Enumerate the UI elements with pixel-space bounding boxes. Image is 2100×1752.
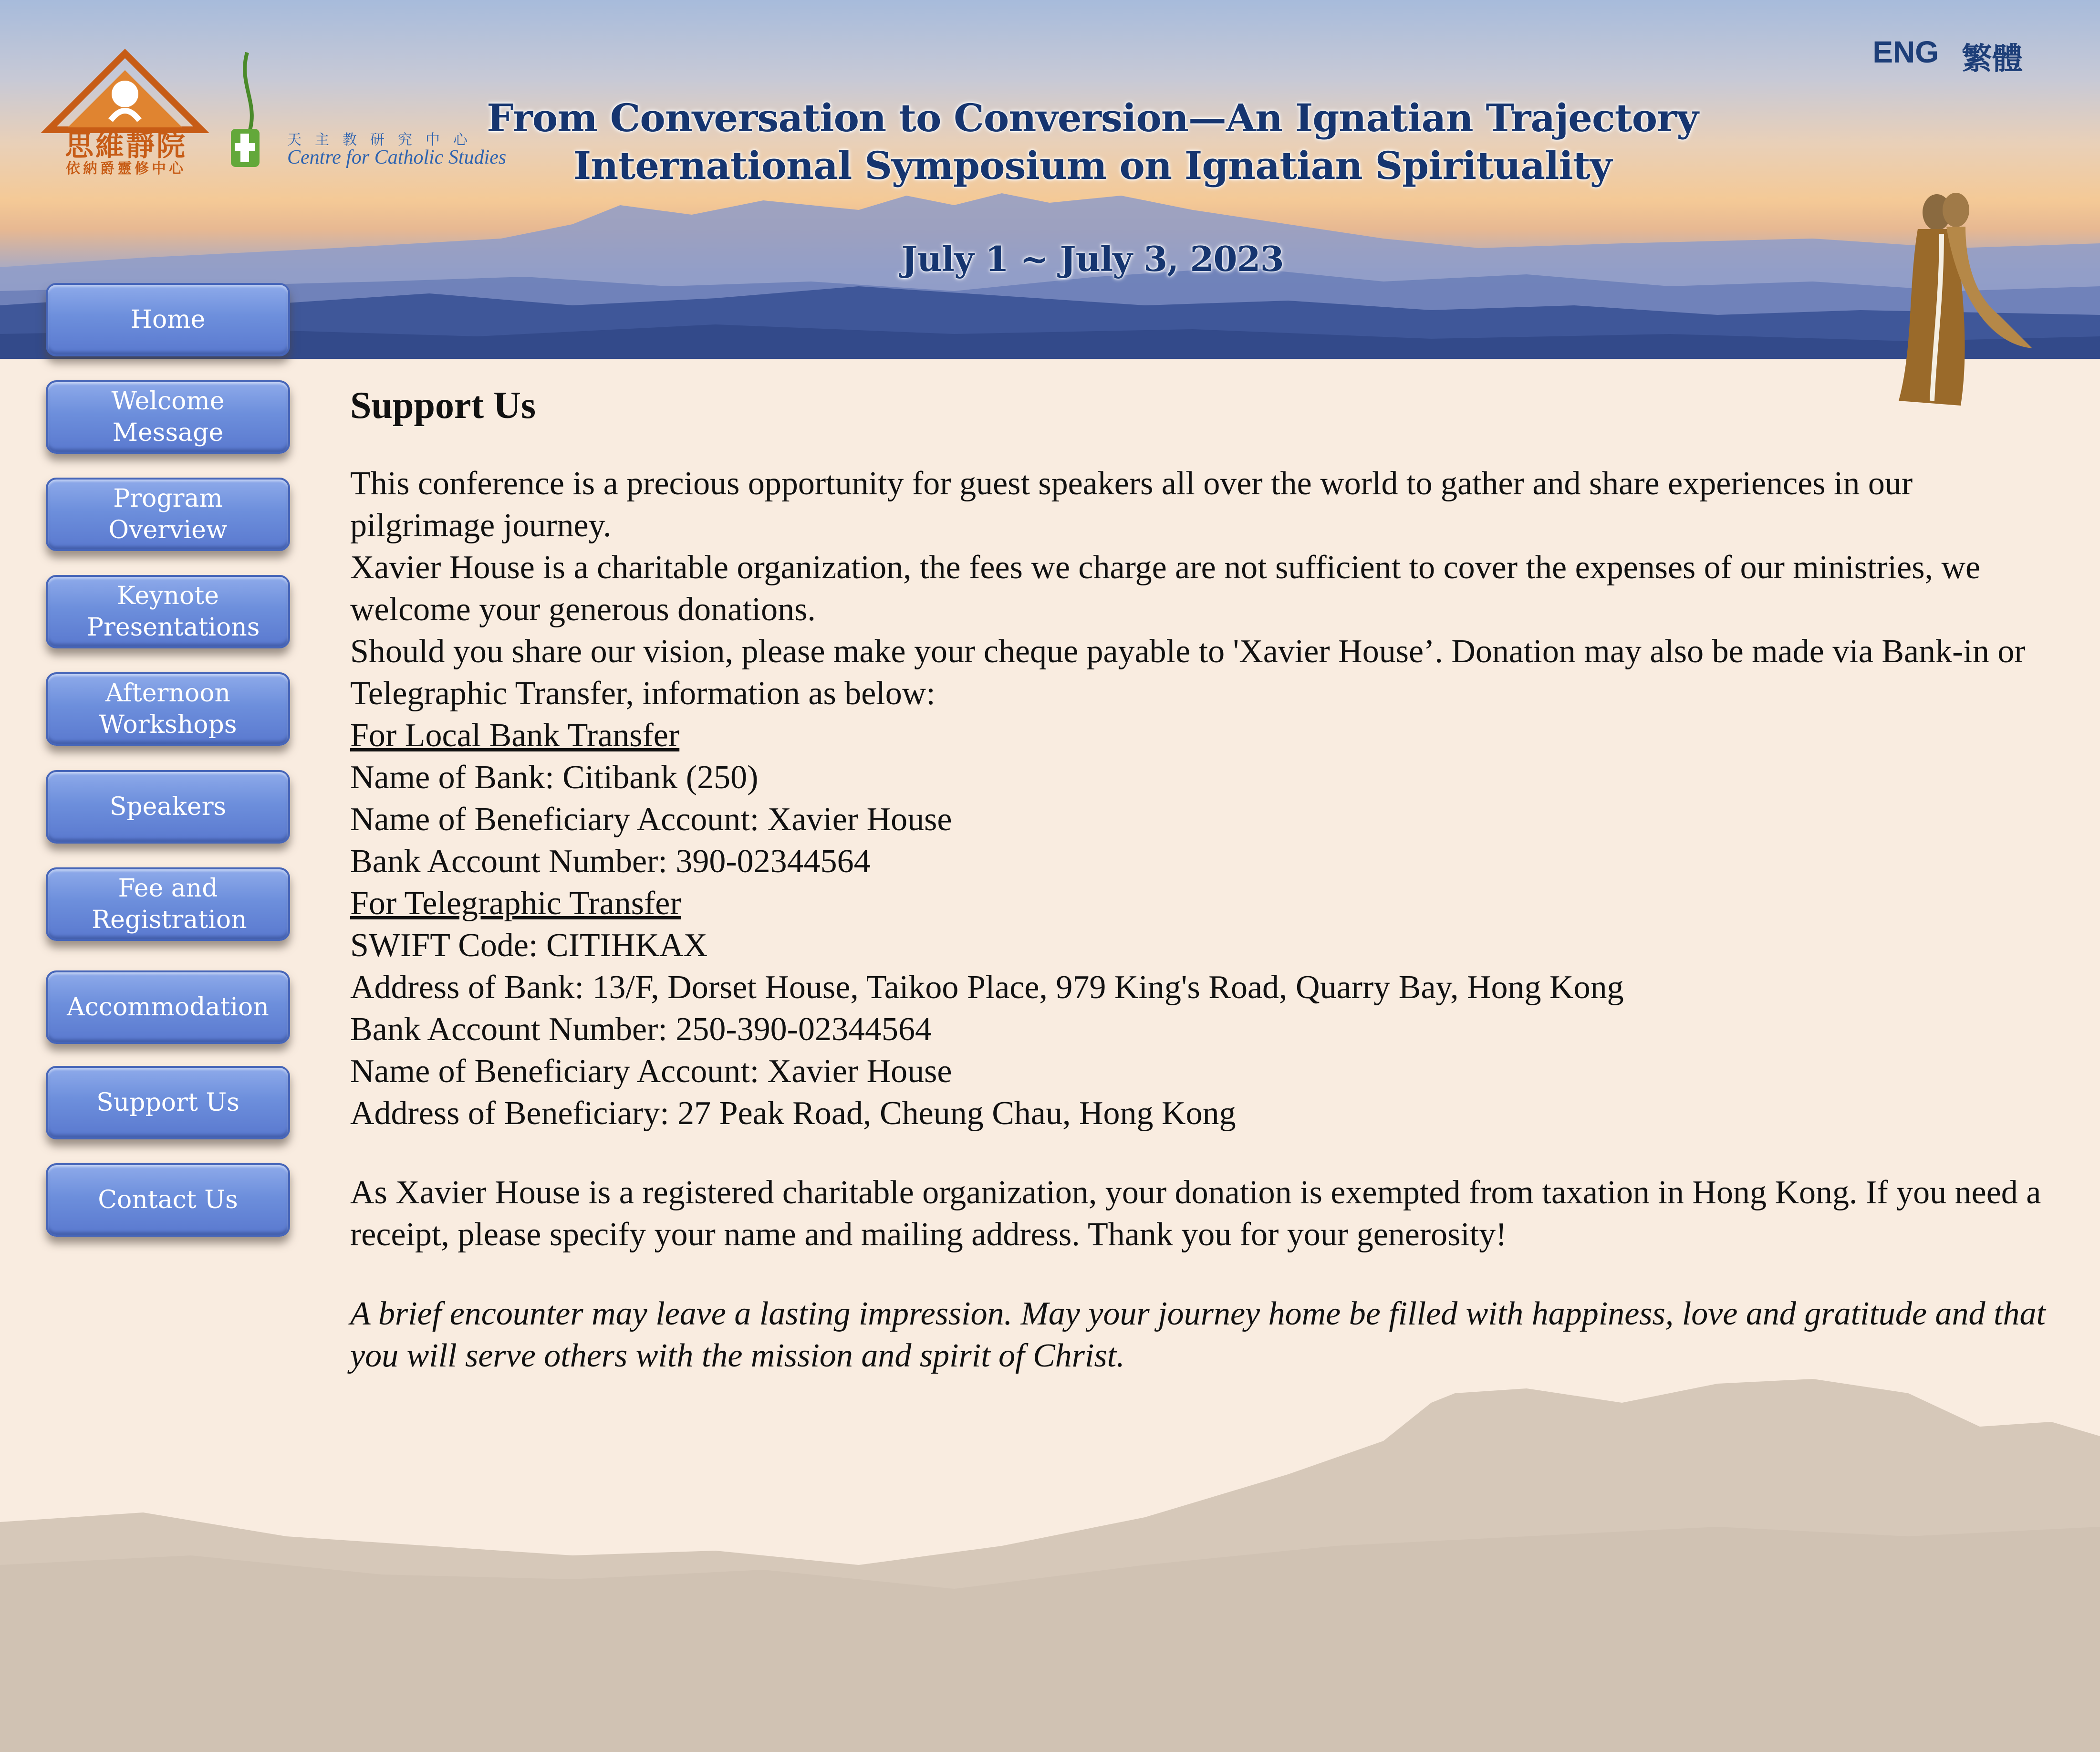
language-switcher	[1872, 34, 2023, 78]
nav-program-overview-button[interactable]	[46, 478, 290, 551]
nav-home-button[interactable]	[46, 283, 290, 356]
nav-support-us-button[interactable]	[46, 1066, 290, 1139]
nav-accommodation-button[interactable]	[46, 970, 290, 1044]
symposium-title-line1: From Conversation to Conversion—An Ignatian Trajectory	[487, 95, 1698, 140]
nav-fee-registration-button[interactable]	[46, 867, 290, 941]
page-title: Support Us	[350, 385, 536, 427]
nav-contact-us-label: Contact Us	[98, 1186, 238, 1214]
xavier-house-logo-text: 思維靜院	[65, 129, 187, 163]
telegraphic-transfer-link[interactable]: For Telegraphic Transfer	[350, 885, 681, 922]
nav-welcome-message-label: Welcome Message	[111, 387, 225, 447]
nav-keynote-presentations-label: Keynote Presentations	[87, 582, 260, 642]
nav-contact-us-button[interactable]	[46, 1163, 290, 1237]
local-bank-name: Name of Bank: Citibank (250)	[350, 759, 759, 796]
tt-beneficiary-address: Address of Beneficiary: 27 Peak Road, Cheung Chau, Hong Kong	[350, 1095, 1236, 1132]
tt-account-number: Bank Account Number: 250-390-02344564	[350, 1011, 932, 1048]
nav-speakers-button[interactable]	[46, 770, 290, 844]
nav-afternoon-workshops-label: Afternoon Workshops	[99, 679, 237, 739]
lang-traditional-chinese-link[interactable]: 繁體	[1962, 42, 2023, 76]
local-account-number: Bank Account Number: 390-02344564	[350, 843, 871, 880]
cheque-paragraph: Should you share our vision, please make your cheque payable to 'Xavier House’. Donation may also be made via Bank-in or Telegraphic Transfer, information as below:	[350, 633, 2026, 712]
lang-english-link[interactable]: ENG	[1872, 35, 1939, 69]
nav-welcome-message-button[interactable]	[46, 380, 290, 454]
main-content	[350, 382, 2048, 1377]
nav-afternoon-workshops-button[interactable]	[46, 672, 290, 746]
tt-beneficiary-name: Name of Beneficiary Account: Xavier House	[350, 1053, 952, 1090]
header-banner	[0, 0, 2100, 359]
nav-program-overview-label: Program Overview	[108, 484, 228, 544]
local-beneficiary-name: Name of Beneficiary Account: Xavier House	[350, 801, 952, 838]
ccs-logo-text-en: Centre for Catholic Studies	[287, 146, 507, 168]
xavier-house-logo-subtext: 依納爵靈修中心	[66, 160, 186, 177]
background-hills	[0, 1365, 2100, 1752]
nav-home-label: Home	[130, 305, 206, 334]
ccs-logo-text-cn: 天主教研究中心	[287, 132, 481, 148]
charity-paragraph: Xavier House is a charitable organization, the fees we charge are not sufficient to cover the expenses of our ministries, we welcome your generous donations.	[350, 549, 1981, 628]
intro-paragraph: This conference is a precious opportunity for guest speakers all over the world to gather and share experiences in our pilgrimage journey.	[350, 465, 1913, 544]
nav-support-us-label: Support Us	[96, 1088, 239, 1117]
nav-fee-registration-label: Fee and Registration	[92, 874, 247, 934]
symposium-dates: July 1 ~ July 3, 2023	[901, 239, 1284, 279]
closing-blessing: A brief encounter may leave a lasting impression. May your journey home be filled with happiness, love and gratitude and that you will serve others with the mission and spirit of Christ.	[350, 1295, 2046, 1374]
tt-bank-address: Address of Bank: 13/F, Dorset House, Taikoo Place, 979 King's Road, Quarry Bay, Hong Kong	[350, 969, 1624, 1006]
tt-swift-code: SWIFT Code: CITIHKAX	[350, 927, 708, 964]
nav-keynote-presentations-button[interactable]	[46, 575, 290, 648]
local-bank-transfer-link[interactable]: For Local Bank Transfer	[350, 717, 680, 754]
nav-speakers-label: Speakers	[109, 793, 227, 821]
nav-accommodation-label: Accommodation	[67, 993, 269, 1022]
tax-note-paragraph: As Xavier House is a registered charitable organization, your donation is exempted from taxation in Hong Kong. If you need a receipt, please specify your name and mailing address. Thank you for your generosity!	[350, 1174, 2041, 1253]
symposium-title-line2: International Symposium on Ignatian Spirituality	[573, 143, 1612, 188]
